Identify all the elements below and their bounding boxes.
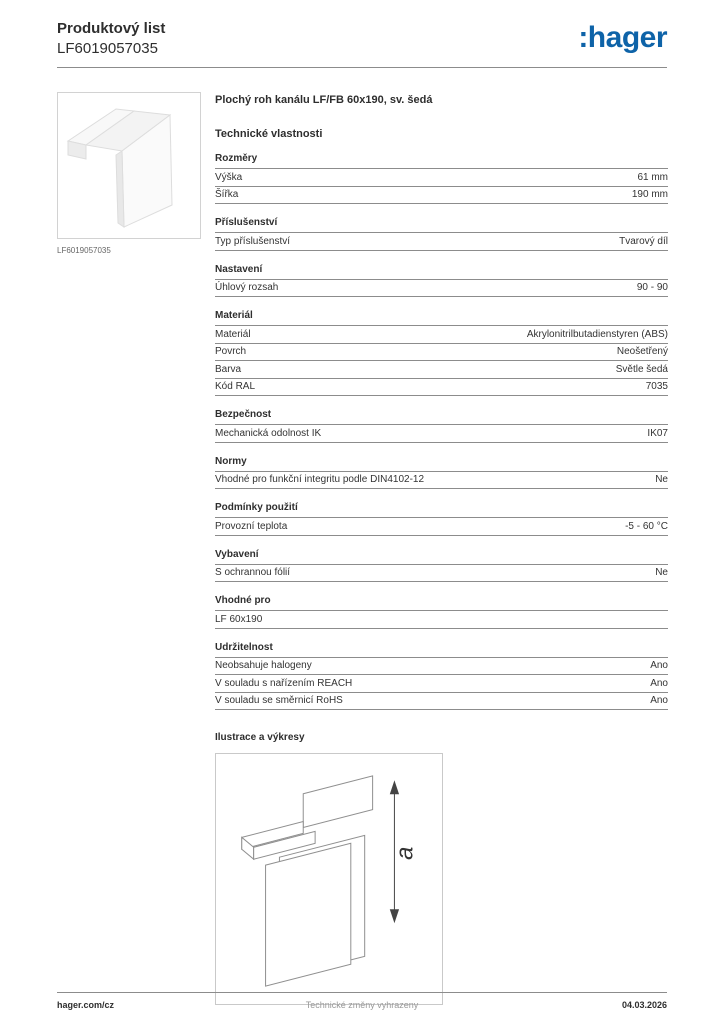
document-reference: LF6019057035	[57, 40, 158, 57]
spec-section-equipment	[215, 549, 668, 583]
spec-value: Ano	[650, 677, 668, 689]
spec-section-sustainability	[215, 642, 668, 711]
spec-label: Úhlový rozsah	[215, 282, 279, 293]
spec-section-title: Příslušenství	[215, 217, 668, 233]
product-name: Plochý roh kanálu LF/FB 60x190, sv. šedá	[215, 94, 433, 106]
spec-label: Barva	[215, 363, 242, 375]
spec-value: Ano	[650, 695, 668, 706]
spec-value: Tvarový díl	[619, 235, 668, 247]
spec-section-suitable-for	[215, 595, 668, 629]
spec-section-settings	[215, 264, 668, 298]
spec-value: Akrylonitrilbutadienstyren (ABS)	[526, 328, 668, 340]
spec-value: Ne	[655, 567, 668, 578]
spec-row	[215, 379, 668, 397]
spec-section-title: Udržitelnost	[215, 642, 668, 658]
spec-section-title: Bezpečnost	[215, 409, 668, 425]
spec-section-title: Materiál	[215, 310, 668, 326]
spec-section-standards	[215, 456, 668, 490]
spec-value: Ano	[650, 660, 668, 671]
spec-label: LF 60x190	[215, 613, 263, 625]
spec-value: 61 mm	[637, 171, 668, 183]
spec-section-title: Vybavení	[215, 549, 668, 565]
header	[57, 20, 667, 58]
spec-value: -5 - 60 °C	[625, 520, 668, 532]
footer-notice: Technické změny vyhrazeny	[305, 1000, 419, 1010]
spec-section-title: Rozměry	[215, 153, 668, 169]
spec-label: Šířka	[215, 189, 239, 200]
spec-label: Povrch	[215, 346, 247, 357]
spec-section-material	[215, 310, 668, 396]
technical-drawing	[215, 753, 443, 1005]
document-title: Produktový list	[57, 20, 166, 37]
spec-row	[215, 344, 668, 362]
spec-row	[215, 280, 668, 298]
product-photo-rendering	[58, 93, 200, 238]
footer-date: 04.03.2026	[621, 1000, 667, 1010]
technical-properties-title: Technické vlastnosti	[215, 128, 323, 140]
spec-row	[215, 169, 668, 187]
spec-label: Neobsahuje halogeny	[215, 660, 312, 671]
spec-section-title: Normy	[215, 456, 668, 472]
spec-row	[215, 326, 668, 344]
spec-row	[215, 425, 668, 443]
product-image	[57, 92, 201, 239]
spec-row	[215, 611, 668, 629]
spec-row	[215, 361, 668, 379]
spec-row	[215, 675, 668, 693]
spec-value: IK07	[647, 427, 668, 439]
spec-label: Vhodné pro funkční integritu podle DIN4102-12	[215, 474, 425, 485]
spec-value: Ne	[655, 474, 668, 485]
spec-label: Typ příslušenství	[215, 235, 291, 247]
spec-row	[215, 233, 668, 251]
spec-label: V souladu se směrnicí RoHS	[215, 695, 343, 706]
spec-label: Výška	[215, 171, 243, 183]
header-titles	[57, 20, 165, 58]
footer-website-link[interactable]: hager.com/cz	[57, 1000, 115, 1010]
illustrations-title: Ilustrace a výkresy	[215, 732, 305, 743]
spec-section-title: Nastavení	[215, 264, 668, 280]
spec-label: Kód RAL	[215, 381, 256, 392]
spec-section-accessories	[215, 217, 668, 251]
spec-row	[215, 693, 668, 711]
spec-value: 7035	[645, 381, 668, 392]
spec-label: Materiál	[215, 328, 251, 340]
spec-row	[215, 472, 668, 490]
spec-row	[215, 187, 668, 205]
spec-label: Mechanická odolnost IK	[215, 427, 322, 439]
technical-drawing-svg	[216, 754, 442, 1004]
spec-value: Neošetřený	[616, 346, 668, 357]
dimension-label: a	[391, 846, 419, 860]
header-divider	[57, 67, 667, 68]
spec-section-safety	[215, 409, 668, 443]
spec-value: Světle šedá	[615, 363, 668, 375]
spec-section-usage-conditions	[215, 502, 668, 536]
spec-label: V souladu s nařízením REACH	[215, 677, 353, 689]
spec-label: S ochrannou fólií	[215, 567, 291, 578]
spec-section-title: Vhodné pro	[215, 595, 668, 611]
spec-row	[215, 518, 668, 536]
product-image-caption: LF6019057035	[57, 246, 111, 255]
footer	[57, 992, 667, 1010]
spec-row	[215, 658, 668, 676]
spec-value: 190 mm	[631, 189, 668, 200]
spec-label: Provozní teplota	[215, 520, 288, 532]
spec-section-title: Podmínky použití	[215, 502, 668, 518]
specifications-column	[215, 94, 668, 1005]
hager-logo: :hager	[578, 21, 667, 54]
spec-row	[215, 565, 668, 583]
spec-section-dimensions	[215, 153, 668, 204]
spec-value: 90 - 90	[636, 282, 668, 293]
